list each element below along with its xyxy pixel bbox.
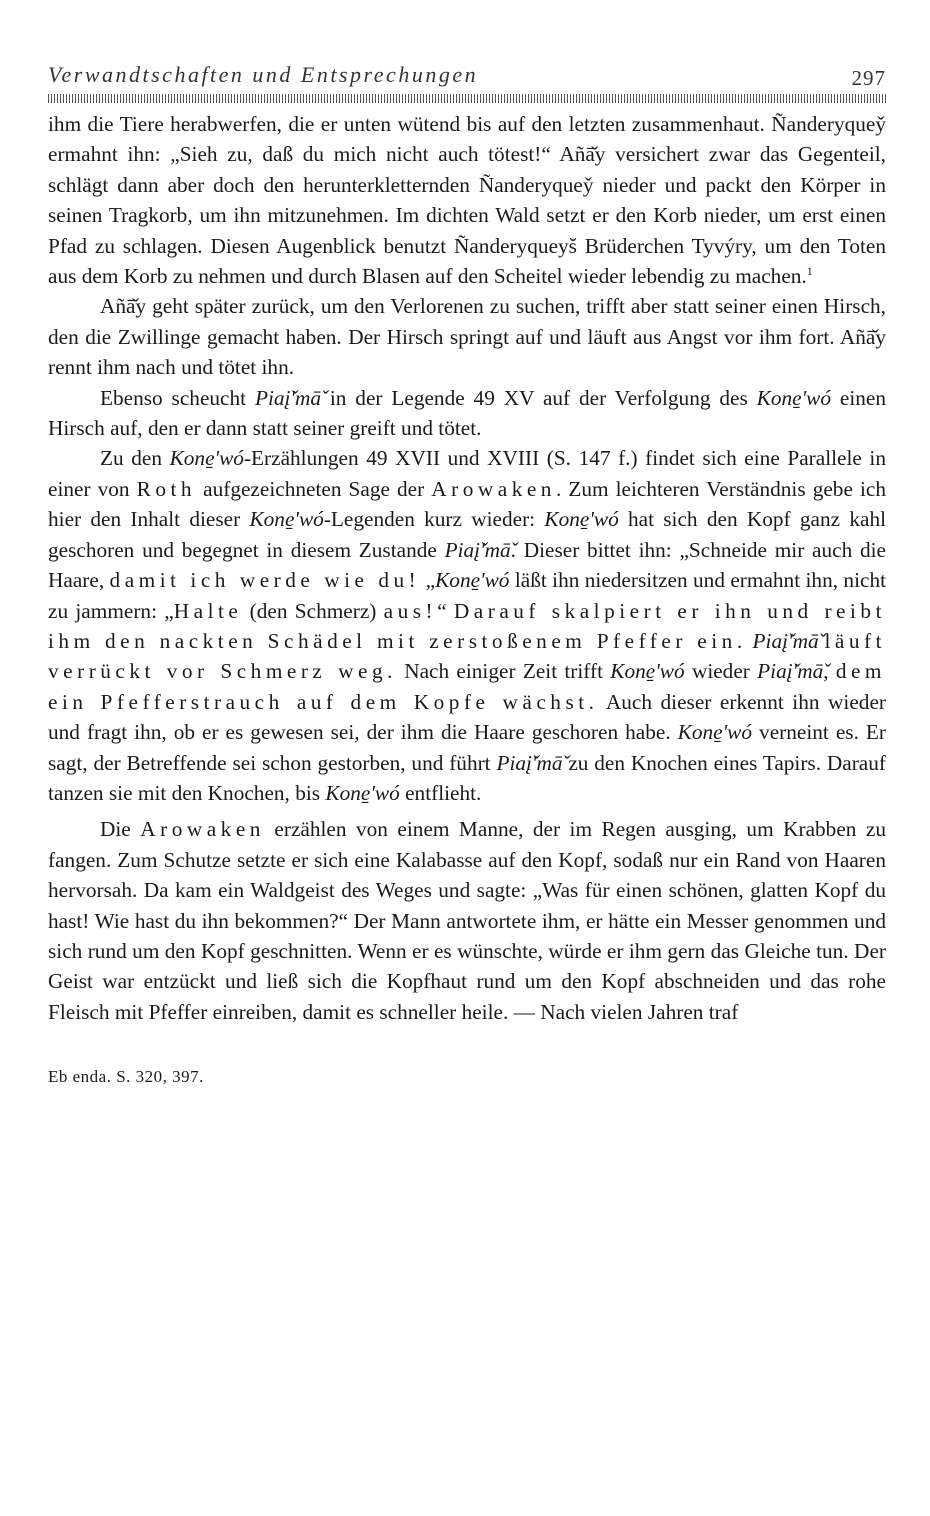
spaced-text: damit ich werde wie du!: [109, 568, 421, 593]
name-piaima: Piaį̌'mā̌: [752, 628, 819, 653]
name-konewo: Kone̠'wó: [544, 507, 619, 532]
paragraph-3: [48, 383, 886, 444]
spaced-text: aus!: [383, 598, 438, 623]
spaced-text: Arowaken: [431, 476, 556, 501]
text-run: -Erzählungen 49 XVII und XVIII (S. 147 f.) findet sich eine Parallele in einer von: [48, 446, 886, 501]
page-number: 297: [851, 66, 886, 90]
header-rule: [48, 94, 886, 103]
text-run: hat sich den Kopf ganz kahl geschoren und begegnet in diesem Zustande: [48, 507, 887, 562]
spaced-text: läuft verrückt vor Schmerz weg.: [48, 628, 887, 684]
text-run: “: [437, 598, 454, 623]
name-konewo: Kone̠'wó: [169, 446, 244, 471]
text-run: (den Schmerz): [242, 598, 384, 623]
paragraph-1-text: ihm die Tiere herabwerfen, die er unten wütend bis auf den letzten zusammenhaut. Ñanderyquey̌ ermahnt ihn: „Sieh zu, daß du mich nicht auch tötest!“ Añā̌y versichert zwar das Gegenteil, schlägt dann aber doch den herunterkletternden Ñanderyquey̌ nieder und packt den Körper in seinen Tragkorb, um ihn mitzunehmen. Im dichten Wald setzt er den Korb nieder, um erst einen Pfad zu schlagen. Diesen Augenblick benutzt Ñanderyqueys̆ Brüderchen Tyvýry, um den Toten aus dem Korb zu nehmen und durch Blasen auf den Scheitel wieder lebendig zu machen.: [48, 112, 886, 289]
footnote-ref: 1: [806, 263, 813, 278]
text-run: einen Hirsch auf, den er dann statt seiner greift und tötet.: [48, 385, 886, 441]
spaced-text: Roth: [136, 476, 197, 501]
name-piaima: Piaį̌'mā̌: [254, 385, 322, 410]
spaced-text: dem ein Pfefferstrauch auf dem Kopfe wächst.: [48, 659, 886, 714]
name-piaima: Piaį̌'mā̌: [496, 750, 563, 775]
paragraph-5: [48, 814, 886, 1027]
text-run: Nach einiger Zeit trifft: [396, 659, 611, 684]
spaced-text: Darauf skalpiert er ihn und reibt ihm den nackten Schädel mit zerstoßenem Pfeffer ein.: [48, 598, 886, 653]
paragraph-1: [48, 109, 886, 291]
text-run: . Zum leichteren Verständnis gebe ich hier den Inhalt dieser: [48, 476, 886, 532]
footnote: Eb enda. S. 320, 397.: [48, 1067, 204, 1087]
text-run: Die: [100, 817, 141, 842]
text-run: aufgezeichneten Sage der: [196, 476, 432, 501]
text-run: ,: [823, 659, 836, 684]
text-run: zu den Knochen eines Tapirs. Darauf tanzen sie mit den Knochen, bis: [48, 750, 886, 805]
book-page: [48, 62, 886, 1087]
name-piaima: Piaį̌'mā̌: [757, 659, 824, 684]
text-run: verneint es. Er sagt, der Betreffende sei schon gestorben, und führt: [48, 720, 887, 775]
text-run: Auch dieser erkennt ihn wieder und fragt ihn, ob er es gewesen sei, der ihm die Haare geschoren habe.: [48, 689, 886, 745]
name-konewo: Kone̠'wó: [677, 720, 753, 745]
paragraph-4: [48, 443, 886, 808]
text-run: läßt ihn niedersitzen und ermahnt ihn, nicht zu jammern: „: [48, 568, 887, 623]
text-run: erzählen von einem Manne, der im Regen ausging, um Krabben zu fangen. Zum Schutze setzte er sich eine Kalabasse auf den Kopf, sodaß nur ein Rand von Haaren hervorsah. Da kam ein Waldgeist des Weges und sagte: „Was für einen schönen, glatten Kopf du hast! Wie hast du ihn bekommen?“ Der Mann antwortete ihm, er hätte ein Messer genommen und sich rund um den Kopf geschnitten. Wenn er es wünschte, würde er ihm gern das Gleiche tun. Der Geist war entzückt und ließ sich die Kopfhaut rund um den Kopf abschneiden und das rohe Fleisch mit Pfeffer einreiben, damit es schneller heile. — Nach vielen Jahren traf: [48, 817, 887, 1024]
running-title: Verwandtschaften und Entsprechungen: [48, 62, 479, 87]
text-run: . Dieser bittet ihn: „Schneide mir auch die Haare,: [48, 537, 886, 593]
name-konewo: Kone̠'wó: [435, 568, 510, 593]
name-konewo: Kone̠'wó: [249, 507, 324, 532]
text-run: Zu den: [100, 446, 170, 471]
text-run: „: [420, 568, 436, 593]
body-text: [48, 109, 886, 1027]
text-run: -Legenden kurz wieder:: [323, 507, 545, 532]
name-konewo: Kone̠'wó: [325, 780, 400, 805]
running-header: [48, 62, 886, 94]
text-run: wieder: [684, 659, 758, 684]
text-run: Ebenso scheucht: [100, 385, 255, 410]
paragraph-2: Añā̌y geht später zurück, um den Verlorenen zu suchen, trifft aber statt seiner einen Hirsch, den die Zwillinge gemacht haben. Der Hirsch springt auf und läuft aus Angst vor ihm fort. Añā̌y rennt ihm nach und tötet ihn.: [48, 294, 886, 380]
text-run: in der Legende 49 XV auf der Verfolgung des: [321, 385, 757, 410]
spaced-text: Arowaken: [140, 817, 265, 842]
text-run: entflieht.: [399, 780, 482, 805]
name-konewo: Kone̠'wó: [756, 385, 831, 410]
name-piaima: Piaį̌'mā̌: [444, 537, 511, 562]
spaced-text: Halte: [173, 598, 243, 623]
name-konewo: Kone̠'wó: [610, 659, 685, 684]
